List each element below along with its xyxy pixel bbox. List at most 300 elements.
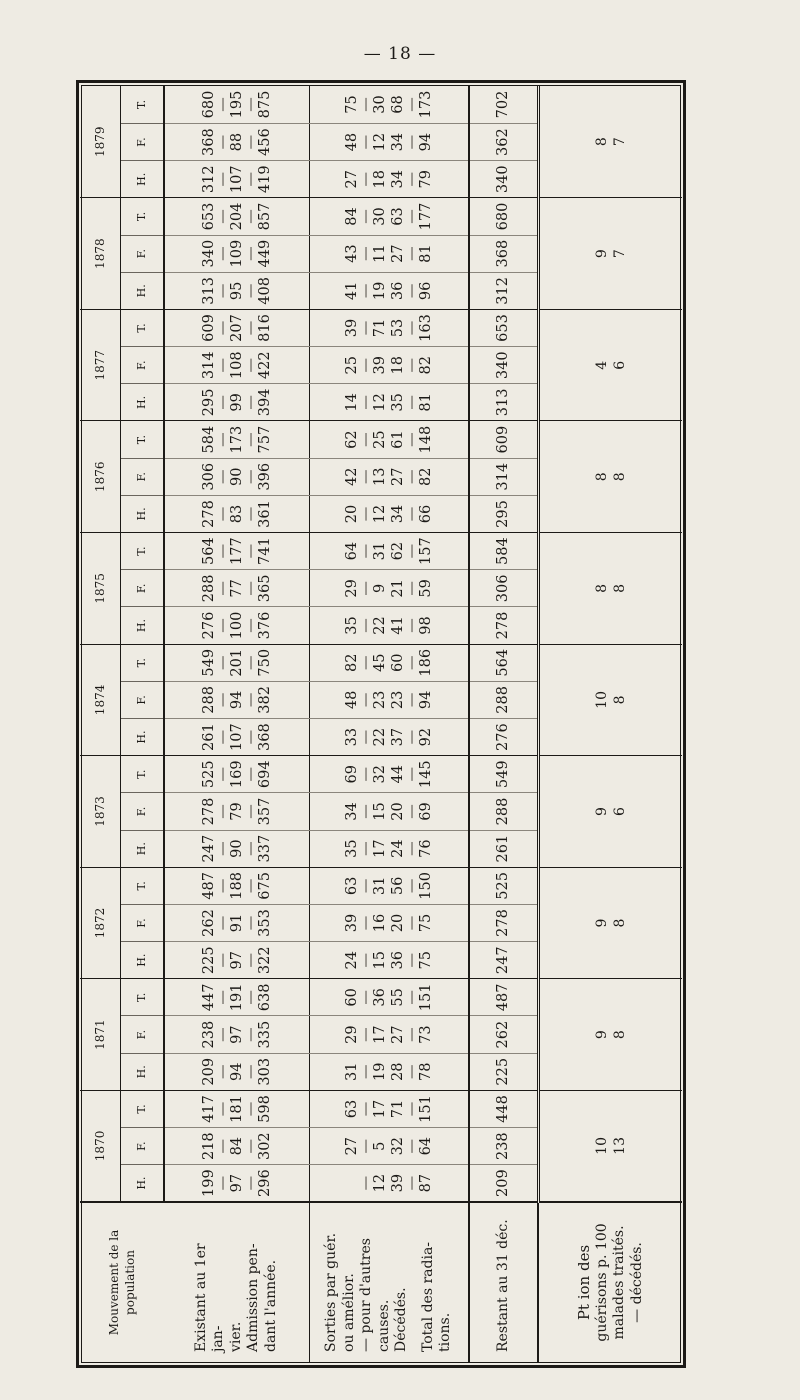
value-total-radiations: 76 [418,839,435,858]
column-separator: — [358,469,375,485]
population-movement-table [80,86,682,1362]
cell-radiations [310,1016,469,1053]
cell-restant [469,1128,538,1165]
value-restant: 314 [495,462,512,491]
cell-radiations [310,942,469,979]
column-separator: — [215,915,232,931]
cell-radiations [310,830,469,867]
cell-admissions [164,309,310,346]
column-separator: — [243,134,260,150]
column-separator: — [243,878,260,894]
cell-admissions [164,533,310,570]
value-restant: 288 [495,686,512,714]
value-total-traites: 382 [257,686,274,714]
value-decedes: 21 [390,579,407,598]
value-decedes: 61 [390,430,407,449]
cell-radiations [310,161,469,198]
row-label-restant: Restant au 31 déc. [469,1202,538,1362]
sex-header: H. [121,830,164,867]
cell-admissions [164,904,310,941]
cell-admissions [164,644,310,681]
value-autres-causes: 17 [372,839,389,858]
value-existant: 247 [201,834,218,863]
value-existant: 278 [201,797,218,826]
value-existant: 276 [201,611,218,640]
value-existant: 584 [201,425,218,454]
value-autres-causes: 9 [372,583,389,593]
column-separator: — [243,357,260,373]
value-total-radiations: 177 [418,202,435,231]
value-sorties: 41 [344,281,361,301]
value-existant: 209 [201,1057,218,1086]
rotated-table-container [80,86,682,1362]
value-total-radiations: 81 [418,393,435,412]
cell-restant [469,235,538,272]
value-total-traites: 337 [257,834,274,863]
value-admission: 83 [229,504,246,524]
column-separator: — [404,990,421,1005]
cell-admissions [164,1016,310,1053]
value-existant: 525 [201,760,218,789]
value-sorties: 33 [344,727,361,747]
value-total-radiations: 75 [418,951,435,970]
column-separator: — [243,767,260,782]
column-separator: — [404,134,421,150]
cell-radiations [310,235,469,272]
cell-radiations [310,644,469,681]
value-total-radiations: 163 [418,314,435,342]
column-separator: — [358,209,375,224]
value-total-radiations: 94 [418,690,435,710]
value-admission: 169 [229,760,246,789]
column-separator: — [404,952,421,968]
value-existant: 225 [201,946,218,975]
column-separator: — [215,134,232,150]
column-separator: — [358,878,375,894]
value-pct-decedes: 7 [611,137,628,147]
sex-header: F. [121,570,164,607]
column-separator: — [243,395,260,410]
value-restant: 238 [495,1132,512,1161]
value-autres-causes: 15 [372,951,389,970]
sex-header: F. [121,793,164,830]
cell-restant [469,272,538,309]
value-restant: 306 [495,574,512,603]
value-total-radiations: 148 [418,425,435,454]
value-total-traites: 449 [257,239,274,268]
value-total-traites: 419 [257,165,274,194]
value-total-traites: 353 [257,909,274,937]
sex-header: T. [121,198,164,235]
column-separator: — [358,320,375,336]
sex-header: H. [121,495,164,532]
column-separator: — [215,283,232,299]
column-separator: — [404,97,421,112]
column-separator: — [215,395,232,410]
column-separator: — [215,841,232,856]
value-sorties: 34 [344,802,361,821]
value-restant: 680 [495,202,512,231]
value-existant: 314 [201,351,218,380]
column-separator: — [358,767,375,782]
sex-header: H. [121,1165,164,1202]
year-header-1875: 1875 [80,533,121,645]
cell-admissions [164,607,310,644]
column-separator: — [243,283,260,299]
cell-admissions [164,1090,310,1127]
value-existant: 312 [201,165,218,194]
cell-radiations [310,570,469,607]
cell-restant [469,830,538,867]
value-total-traites: 757 [257,425,274,454]
value-decedes: 20 [390,913,407,933]
cell-admissions [164,570,310,607]
value-restant: 368 [495,239,512,268]
sex-header: T. [121,867,164,904]
cell-admissions [164,1128,310,1165]
value-restant: 278 [495,909,512,937]
column-separator: — [404,432,421,447]
value-autres-causes: 22 [372,727,389,747]
cell-radiations [310,495,469,532]
value-admission: 97 [229,1173,246,1193]
column-separator: — [215,655,232,670]
cell-radiations [310,421,469,458]
column-separator: — [215,320,232,336]
cell-percentages [538,86,682,198]
cell-restant [469,644,538,681]
value-admission: 207 [229,314,246,342]
value-existant: 653 [201,202,218,231]
value-sorties: 39 [344,318,361,338]
cell-radiations [310,198,469,235]
value-admission: 191 [229,983,246,1012]
cell-admissions [164,347,310,384]
value-total-traites: 675 [257,872,274,900]
column-separator: — [358,395,375,410]
cell-admissions [164,942,310,979]
value-admission: 77 [229,579,246,598]
value-existant: 295 [201,388,218,417]
value-total-radiations: 173 [418,90,435,119]
column-separator: — [404,1138,421,1154]
value-pct-decedes: 7 [611,249,628,259]
cell-radiations [310,124,469,161]
value-total-traites: 335 [257,1020,274,1049]
value-pct-decedes: 13 [611,1137,628,1155]
value-total-radiations: 59 [418,579,435,598]
cell-restant [469,867,538,904]
column-separator: — [404,209,421,224]
value-autres-causes: 12 [372,132,389,152]
value-admission: 79 [229,802,246,821]
cell-radiations [310,979,469,1016]
value-sorties: 25 [344,356,361,375]
value-admission: 84 [229,1136,246,1156]
value-total-traites: 361 [257,500,274,528]
value-sorties: 24 [344,951,361,970]
value-existant: 288 [201,574,218,603]
cell-radiations [310,1128,469,1165]
value-existant: 238 [201,1020,218,1049]
cell-restant [469,124,538,161]
value-sorties: 60 [344,988,361,1007]
value-decedes: 27 [390,244,407,263]
column-separator: — [358,618,375,633]
cell-restant [469,161,538,198]
value-admission: 91 [229,913,246,933]
value-sorties: 82 [344,653,361,672]
value-total-radiations: 64 [418,1136,435,1156]
value-autres-causes: 5 [372,1141,389,1151]
value-decedes: 34 [390,504,407,524]
column-separator: — [243,990,260,1005]
value-decedes: 32 [390,1136,407,1156]
value-admission: 173 [229,425,246,454]
value-decedes: 39 [390,1173,407,1193]
cell-restant [469,793,538,830]
column-separator: — [404,841,421,856]
cell-radiations [310,384,469,421]
value-decedes: 28 [390,1062,407,1082]
column-separator: — [215,543,232,559]
column-separator: — [358,581,375,596]
value-admission: 100 [229,611,246,640]
value-autres-causes: 15 [372,802,389,821]
value-total-radiations: 151 [418,1095,435,1123]
value-autres-causes: 22 [372,616,389,635]
value-total-traites: 638 [257,983,274,1012]
cell-percentages [538,198,682,310]
value-total-traites: 322 [257,946,274,975]
column-separator: — [243,581,260,596]
value-admission: 97 [229,951,246,970]
cell-restant [469,1016,538,1053]
value-sorties: 62 [344,430,361,449]
value-restant: 525 [495,872,512,900]
cell-restant [469,904,538,941]
year-header-1870: 1870 [80,1090,121,1202]
column-separator: — [404,767,421,782]
value-total-radiations: 94 [418,132,435,152]
value-autres-causes: 12 [372,1173,389,1193]
value-decedes: 41 [390,616,407,635]
cell-radiations [310,1053,469,1090]
year-header-1877: 1877 [80,309,121,421]
value-pct-decedes: 6 [611,807,628,816]
cell-restant [469,533,538,570]
value-decedes: 35 [390,393,407,412]
value-total-radiations: 92 [418,727,435,747]
cell-admissions [164,867,310,904]
value-decedes: 71 [390,1099,407,1119]
column-separator: — [358,357,375,373]
value-total-radiations: 186 [418,648,435,677]
cell-restant [469,384,538,421]
column-separator: — [358,804,375,819]
value-pct-guerisons: 8 [593,472,610,482]
sex-header: H. [121,607,164,644]
value-sorties: 29 [344,579,361,598]
value-total-radiations: 82 [418,356,435,375]
value-admission: 94 [229,1062,246,1082]
sex-header: T. [121,644,164,681]
column-separator: — [215,581,232,596]
sex-header: H. [121,719,164,756]
column-separator: — [215,618,232,633]
column-separator: — [215,990,232,1005]
column-separator: — [243,246,260,261]
column-separator: — [358,655,375,670]
sex-header: T. [121,979,164,1016]
column-separator: — [243,1175,260,1191]
value-sorties: 42 [344,467,361,487]
value-restant: 653 [495,314,512,342]
value-total-traites: 357 [257,797,274,826]
value-total-traites: 816 [257,314,274,342]
sex-header: T. [121,421,164,458]
cell-admissions [164,830,310,867]
value-total-traites: 694 [257,760,274,789]
value-autres-causes: 39 [372,356,389,375]
column-separator: — [404,283,421,299]
value-total-radiations: 96 [418,281,435,301]
value-admission: 88 [229,132,246,152]
cell-restant [469,1090,538,1127]
value-existant: 278 [201,500,218,528]
value-restant: 362 [495,128,512,156]
cell-radiations [310,272,469,309]
cell-restant [469,756,538,793]
value-autres-causes: 11 [372,244,389,263]
value-decedes: 36 [390,951,407,970]
column-separator: — [215,506,232,522]
value-total-radiations: 73 [418,1025,435,1044]
sex-header: H. [121,272,164,309]
column-separator: — [404,804,421,819]
cell-restant [469,347,538,384]
row-label-existant-admission: Existant au 1er jan- vier. Admission pen- dant l'année. [164,1202,310,1362]
cell-radiations [310,607,469,644]
value-admission: 108 [229,351,246,380]
value-existant: 368 [201,128,218,156]
value-autres-causes: 17 [372,1099,389,1119]
value-decedes: 56 [390,876,407,896]
value-existant: 199 [201,1169,218,1197]
value-autres-causes: 17 [372,1025,389,1044]
column-separator: — [358,506,375,522]
value-pct-guerisons: 9 [593,807,610,816]
cell-admissions [164,161,310,198]
column-separator: — [243,432,260,447]
value-admission: 107 [229,723,246,751]
value-existant: 262 [201,909,218,937]
cell-restant [469,719,538,756]
cell-admissions [164,1053,310,1090]
column-separator: — [215,692,232,708]
cell-percentages [538,1090,682,1202]
value-sorties: 35 [344,839,361,858]
value-pct-guerisons: 8 [593,583,610,593]
sex-header: F. [121,124,164,161]
value-admission: 109 [229,239,246,268]
value-total-radiations: 145 [418,760,435,789]
value-autres-causes: 19 [372,281,389,301]
value-decedes: 68 [390,95,407,114]
value-sorties: 75 [344,95,361,114]
sex-header: F. [121,235,164,272]
value-total-radiations: 87 [418,1173,435,1193]
value-existant: 487 [201,872,218,900]
column-separator: — [215,1064,232,1080]
value-admission: 97 [229,1025,246,1044]
value-sorties: 39 [344,913,361,933]
column-separator: — [404,246,421,261]
column-separator: — [215,97,232,112]
value-sorties: 27 [344,170,361,189]
cell-admissions [164,458,310,495]
column-separator: — [243,915,260,931]
sex-header: T. [121,309,164,346]
value-decedes: 37 [390,727,407,747]
value-restant: 288 [495,797,512,826]
value-pct-guerisons: 9 [593,1030,610,1040]
column-separator: — [404,915,421,931]
column-separator: — [404,655,421,670]
cell-restant [469,979,538,1016]
cell-admissions [164,86,310,124]
sex-header: F. [121,681,164,718]
value-autres-causes: 13 [372,467,389,487]
sex-header: F. [121,904,164,941]
cell-radiations [310,1090,469,1127]
column-separator: — [404,320,421,336]
cell-restant [469,421,538,458]
value-restant: 312 [495,277,512,305]
value-existant: 564 [201,537,218,565]
value-existant: 261 [201,723,218,751]
column-separator: — [215,432,232,447]
value-pct-decedes: 8 [611,472,628,482]
value-autres-causes: 19 [372,1062,389,1082]
cell-restant [469,309,538,346]
value-total-radiations: 78 [418,1062,435,1082]
value-autres-causes: 45 [372,653,389,672]
column-separator: — [243,172,260,187]
value-admission: 99 [229,393,246,412]
value-restant: 609 [495,425,512,454]
cell-radiations [310,533,469,570]
value-admission: 94 [229,690,246,710]
value-decedes: 36 [390,281,407,301]
value-restant: 278 [495,611,512,640]
value-existant: 306 [201,462,218,491]
value-sorties: 43 [344,244,361,263]
value-admission: 195 [229,90,246,119]
column-separator: — [358,1027,375,1042]
column-separator: — [215,209,232,224]
value-total-traites: 396 [257,462,274,491]
value-admission: 201 [229,648,246,677]
column-separator: — [404,581,421,596]
column-separator: — [215,357,232,373]
value-sorties: 20 [344,504,361,524]
value-decedes: 62 [390,541,407,561]
cell-restant [469,607,538,644]
value-existant: 340 [201,239,218,268]
value-autres-causes: 18 [372,170,389,189]
column-separator: — [404,692,421,708]
